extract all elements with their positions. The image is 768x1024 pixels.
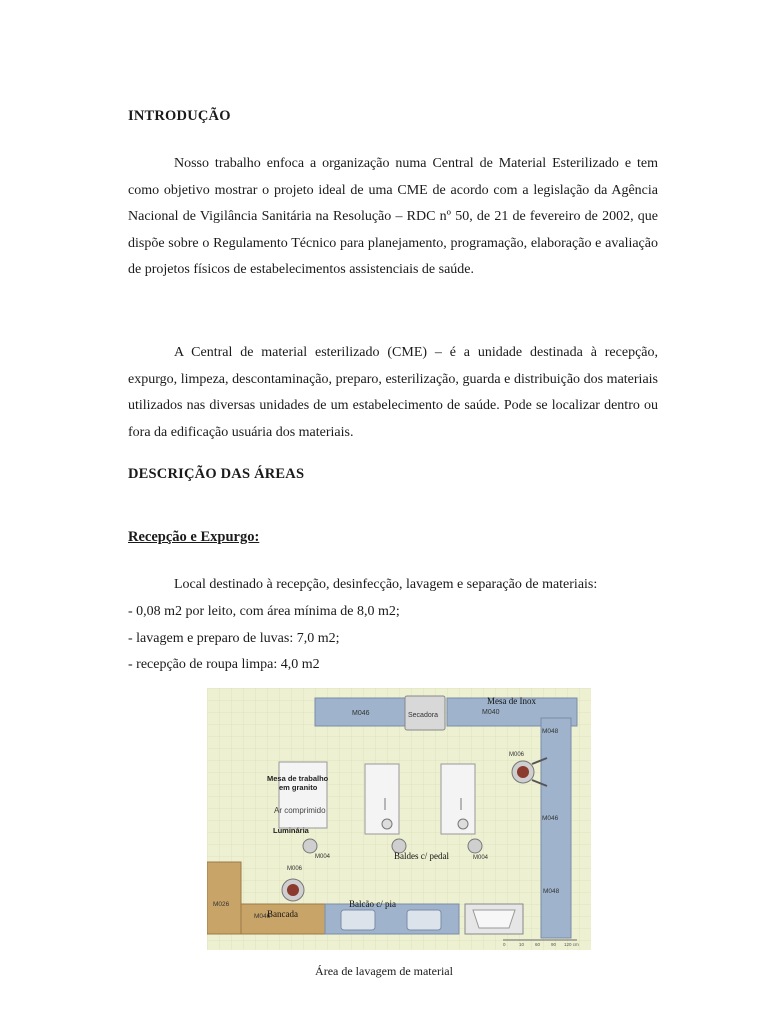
cabinet-m026 — [207, 862, 241, 934]
operator-right — [517, 766, 529, 778]
code-m046-top: M046 — [352, 710, 370, 717]
lamp-label: Luminária — [273, 826, 309, 835]
reception-intro: Local destinado à recepção, desinfecção, lavagem e separação de materiais: — [174, 577, 598, 592]
intro-heading: INTRODUÇÃO — [128, 108, 231, 124]
code-m048-right: M048 — [543, 888, 560, 895]
figure-caption: Área de lavagem de material — [315, 964, 453, 978]
granite-table-label-1: Mesa de trabalho — [267, 774, 329, 783]
operator-left — [287, 884, 299, 896]
code-m040: M040 — [482, 709, 500, 716]
bench-label: Bancada — [267, 909, 298, 919]
intro-paragraph-1: Nosso trabalho enfoca a organização numa Central de Material Esterilizado e tem como objetivo mostrar o projeto ideal de uma CME de acordo com a legislação da Agência Nacional de Vigilância Sanitária na Resolução – RDC nº 50, de 21 de fevereiro de 2002, que dispõe sobre o Regulamento Técnico para planejamento, programação, elaboração e avaliação de projetos físicos de estabelecimentos assistenciais de saúde. — [128, 156, 658, 277]
reception-item-2: - lavagem e preparo de luvas: 7,0 m2; — [128, 631, 340, 646]
reception-item-3: - recepção de roupa limpa: 4,0 m2 — [128, 657, 320, 672]
granite-table — [279, 762, 327, 828]
scale-10: 10 — [519, 942, 525, 947]
scale-0: 0 — [503, 942, 506, 947]
compressed-air-label: Ar comprimido — [274, 806, 326, 815]
dryer-label: Secadora — [408, 712, 438, 719]
floor-plan-drawing — [207, 688, 591, 950]
pedal-bins-label: Baldes c/ pedal — [394, 851, 449, 861]
code-m046-right: M046 — [542, 815, 559, 822]
code-m004-b: M004 — [473, 855, 489, 861]
reception-subheading: Recepção e Expurgo: — [128, 529, 260, 545]
code-m046-bottom: M046 — [254, 913, 271, 920]
scale-90: 90 — [551, 942, 557, 947]
floor-plan-figure — [207, 688, 591, 950]
scale-120: 120 cm — [564, 942, 579, 947]
stainless-table-label: Mesa de Inox — [487, 696, 536, 706]
scale-60: 60 — [535, 942, 541, 947]
code-m006-left: M006 — [287, 866, 303, 872]
stool-3 — [468, 839, 482, 853]
sink-counter-label: Balcão c/ pia — [349, 899, 396, 909]
sink-1 — [341, 910, 375, 930]
cabinet-right — [541, 718, 571, 938]
code-m006-right: M006 — [509, 752, 525, 758]
sink-2 — [407, 910, 441, 930]
granite-table-label-2: em granito — [279, 783, 318, 792]
intro-paragraph-2: A Central de material esterilizado (CME) – é a unidade destinada à recepção, expurgo, limpeza, descontaminação, preparo, esterilização, guarda e distribuição dos materiais utilizados nas diversas unidades de um estabelecimento de saúde. Pode se localizar dentro ou fora da edificação usuária dos materiais. — [128, 345, 658, 440]
reception-item-1: - 0,08 m2 por leito, com área mínima de 8,0 m2; — [128, 604, 400, 619]
code-m004-a: M004 — [315, 854, 331, 860]
stool-1 — [303, 839, 317, 853]
areas-heading: DESCRIÇÃO DAS ÁREAS — [128, 466, 305, 482]
code-m026: M026 — [213, 901, 230, 908]
code-m048: M048 — [542, 728, 559, 735]
